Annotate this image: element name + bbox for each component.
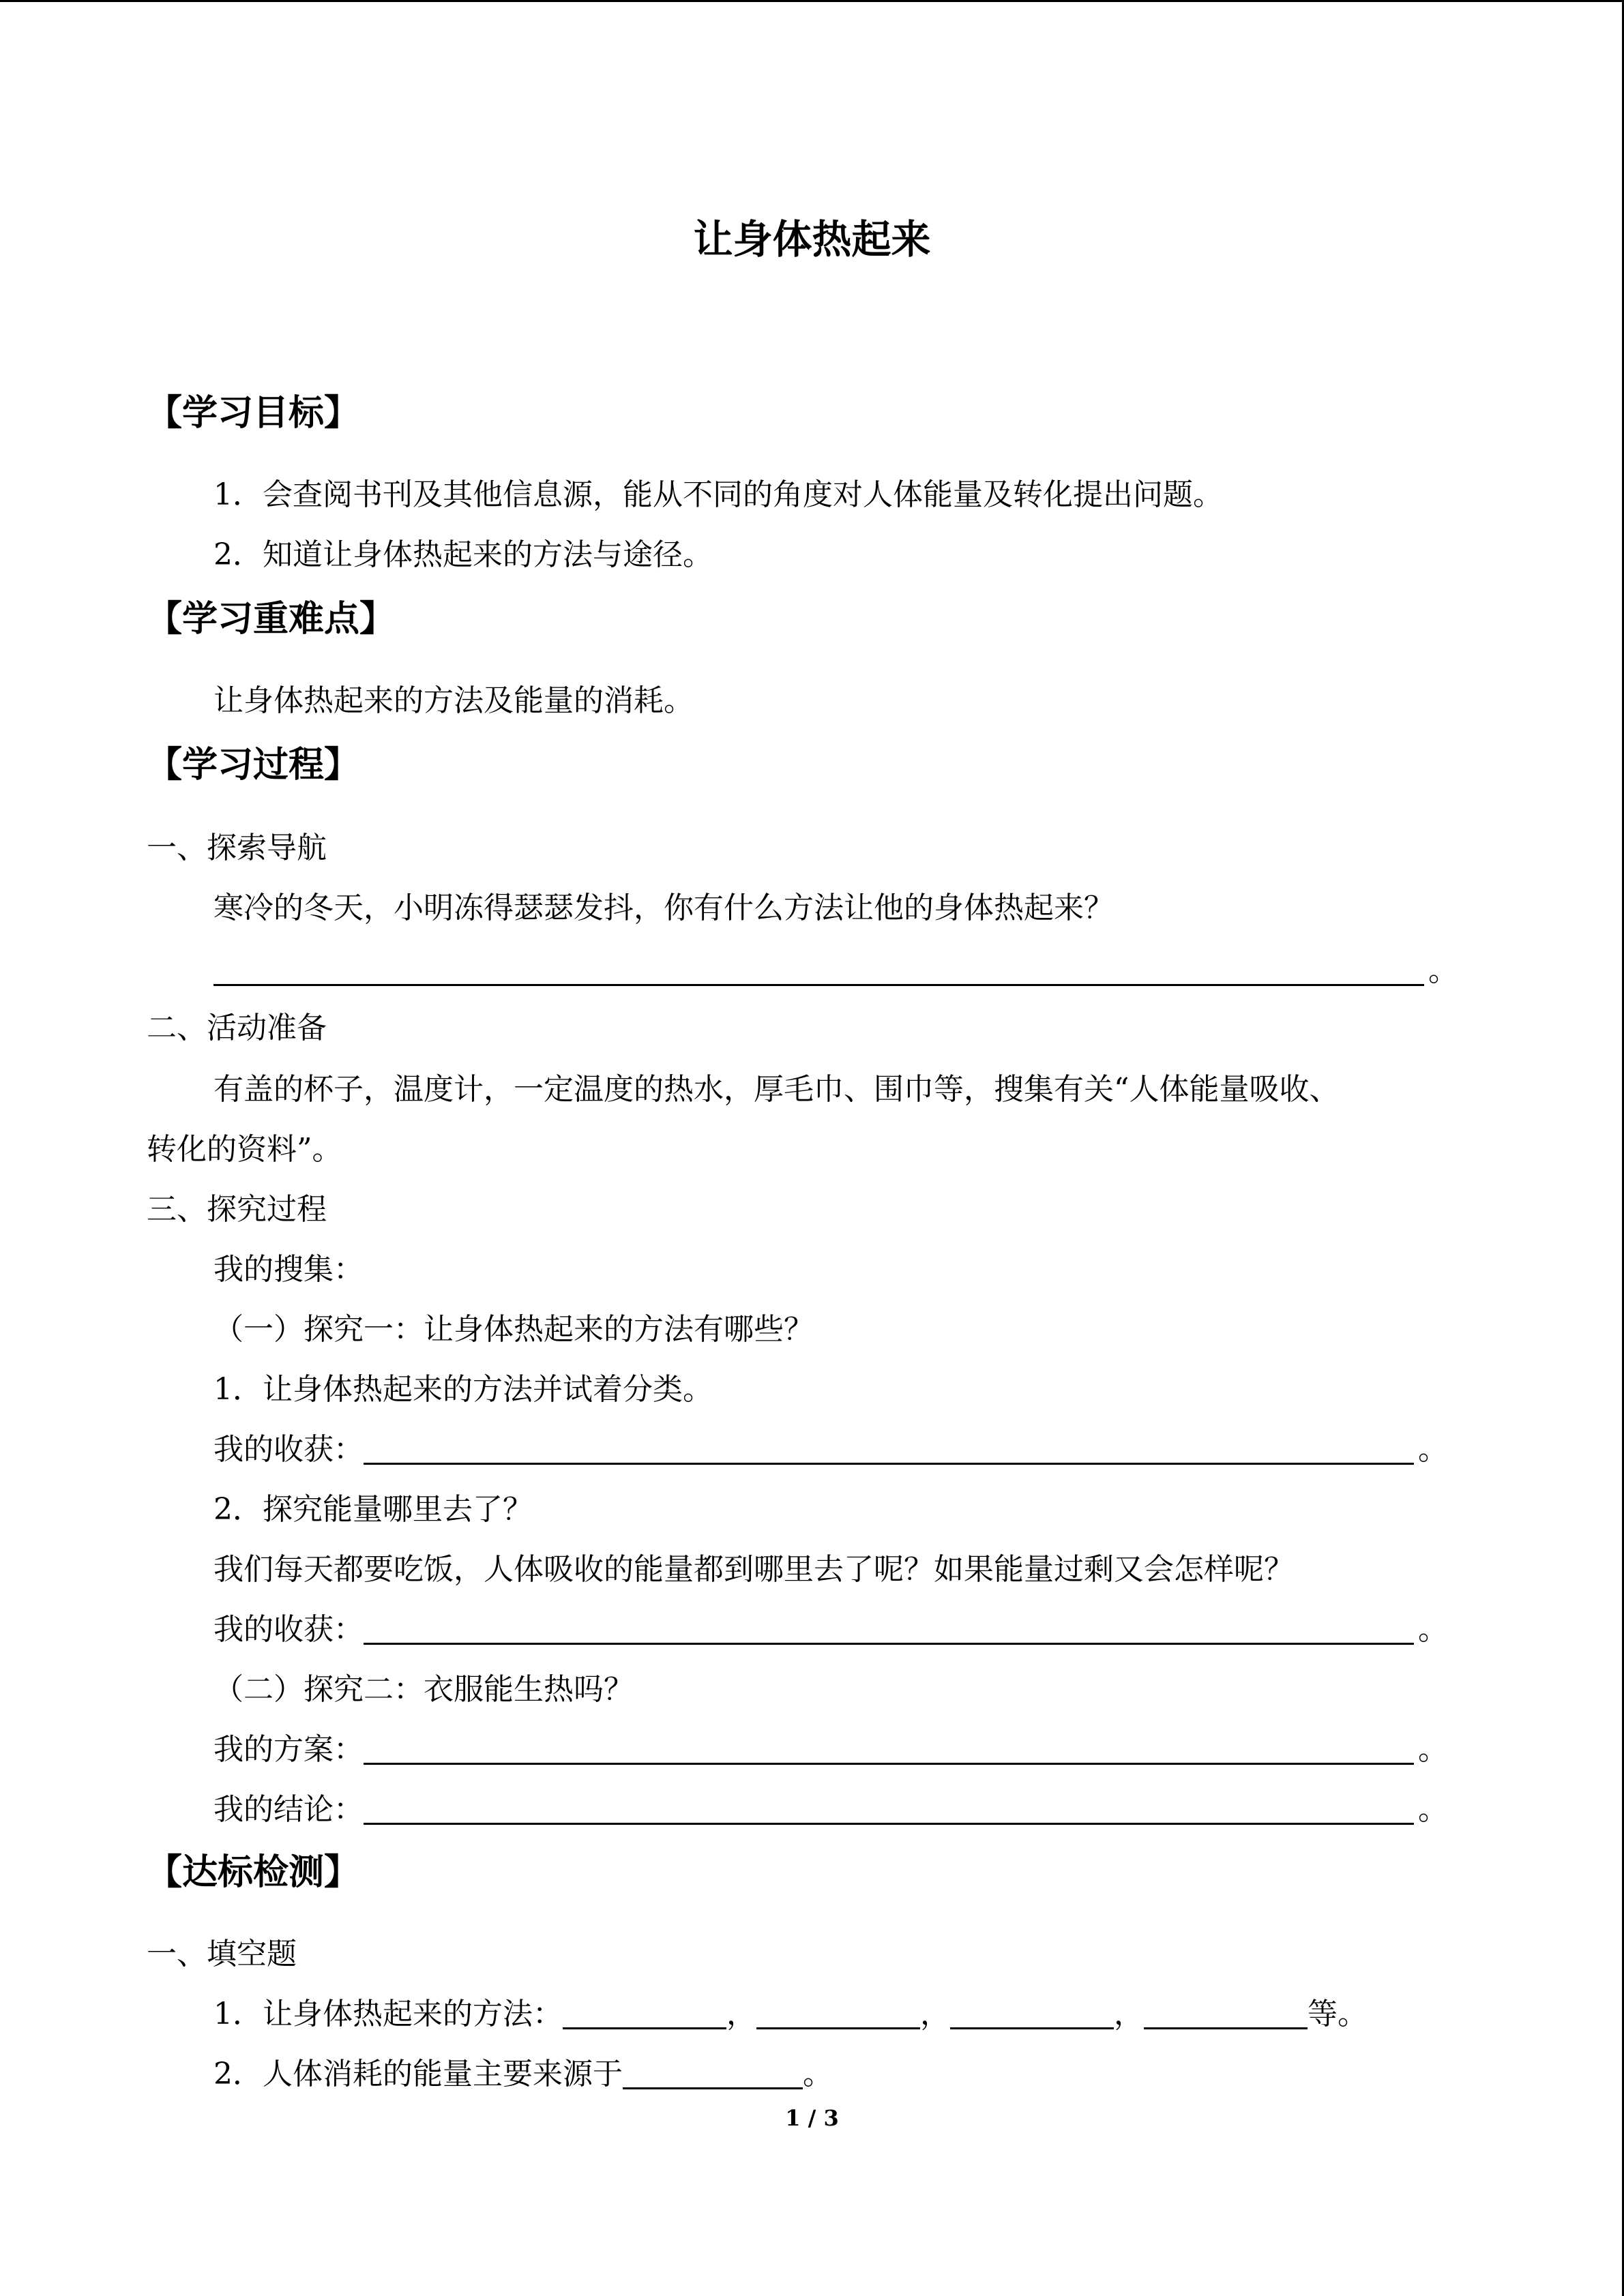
plan-row (213, 1732, 1448, 1767)
test-part1-title: 一、填空题 (147, 1937, 297, 1971)
conclusion-row (213, 1792, 1448, 1827)
objective-item-2: 2．知道让身体热起来的方法与途径。 (213, 537, 713, 572)
q1-comma-3: ， (1114, 1997, 1144, 2031)
q1-blank-1[interactable] (563, 2000, 726, 2029)
my-collection-label: 我的搜集： (213, 1252, 364, 1287)
q2-blank[interactable] (623, 2060, 803, 2089)
page-number: 1 / 3 (785, 2105, 839, 2131)
part2-text-line2: 转化的资料”。 (147, 1132, 342, 1167)
harvest-row-2 (213, 1612, 1448, 1647)
inquiry1-item2: 2．探究能量哪里去了？ (213, 1492, 533, 1527)
harvest-label-2: 我的收获： (213, 1612, 364, 1647)
page-top-border (0, 0, 1624, 2)
harvest-line-1[interactable] (364, 1435, 1414, 1465)
part2-text-line1: 有盖的杯子，温度计，一定温度的热水，厚毛巾、围巾等，搜集有关“人体能量吸收、 (213, 1072, 1340, 1107)
plan-period: 。 (1418, 1732, 1448, 1767)
q1-label: 1．让身体热起来的方法： (213, 1997, 563, 2031)
conclusion-line[interactable] (364, 1795, 1414, 1825)
q1-end: 等。 (1308, 1997, 1368, 2031)
key-points-text: 让身体热起来的方法及能量的消耗。 (213, 683, 694, 718)
harvest-row-1 (213, 1432, 1448, 1467)
part1-title: 一、探索导航 (147, 831, 327, 865)
q1-blank-2[interactable] (756, 2000, 920, 2029)
part2-title: 二、活动准备 (147, 1011, 327, 1045)
inquiry1-item1: 1．让身体热起来的方法并试着分类。 (213, 1372, 713, 1407)
part3-title: 三、探究过程 (147, 1192, 327, 1227)
part1-answer-line[interactable] (213, 957, 1424, 986)
test-heading: 【达标检测】 (147, 1852, 360, 1893)
harvest-period-2: 。 (1418, 1612, 1448, 1647)
q1-comma-1: ， (726, 1997, 756, 2031)
harvest-line-2[interactable] (364, 1615, 1414, 1645)
process-heading: 【学习过程】 (147, 745, 360, 786)
objective-item-1: 1．会查阅书刊及其他信息源，能从不同的角度对人体能量及转化提出问题。 (213, 477, 1223, 512)
q2-row (213, 2059, 833, 2089)
inquiry2-title: （二）探究二：衣服能生热吗？ (213, 1672, 634, 1707)
key-points-heading: 【学习重难点】 (147, 599, 396, 640)
q1-comma-2: ， (920, 1997, 950, 2031)
part1-answer-period: 。 (1428, 953, 1458, 988)
q2-label: 2．人体消耗的能量主要来源于 (213, 2057, 623, 2091)
q1-blank-3[interactable] (950, 2000, 1114, 2029)
q2-end: 。 (803, 2057, 833, 2091)
objectives-heading: 【学习目标】 (147, 393, 360, 434)
conclusion-label: 我的结论： (213, 1792, 364, 1827)
plan-line[interactable] (364, 1735, 1414, 1765)
inquiry1-title: （一）探究一：让身体热起来的方法有哪些？ (213, 1312, 814, 1347)
harvest-period-1: 。 (1418, 1432, 1448, 1467)
harvest-label-1: 我的收获： (213, 1432, 364, 1467)
q1-blank-4[interactable] (1144, 2000, 1308, 2029)
plan-label: 我的方案： (213, 1732, 364, 1767)
part1-answer-row (213, 953, 1458, 988)
conclusion-period: 。 (1418, 1792, 1448, 1827)
document-title: 让身体热起来 (693, 216, 931, 263)
q1-row (213, 1999, 1368, 2029)
part1-text: 寒冷的冬天，小明冻得瑟瑟发抖，你有什么方法让他的身体热起来？ (213, 891, 1114, 925)
inquiry1-item2-text: 我们每天都要吃饭，人体吸收的能量都到哪里去了呢？如果能量过剩又会怎样呢？ (213, 1552, 1294, 1587)
